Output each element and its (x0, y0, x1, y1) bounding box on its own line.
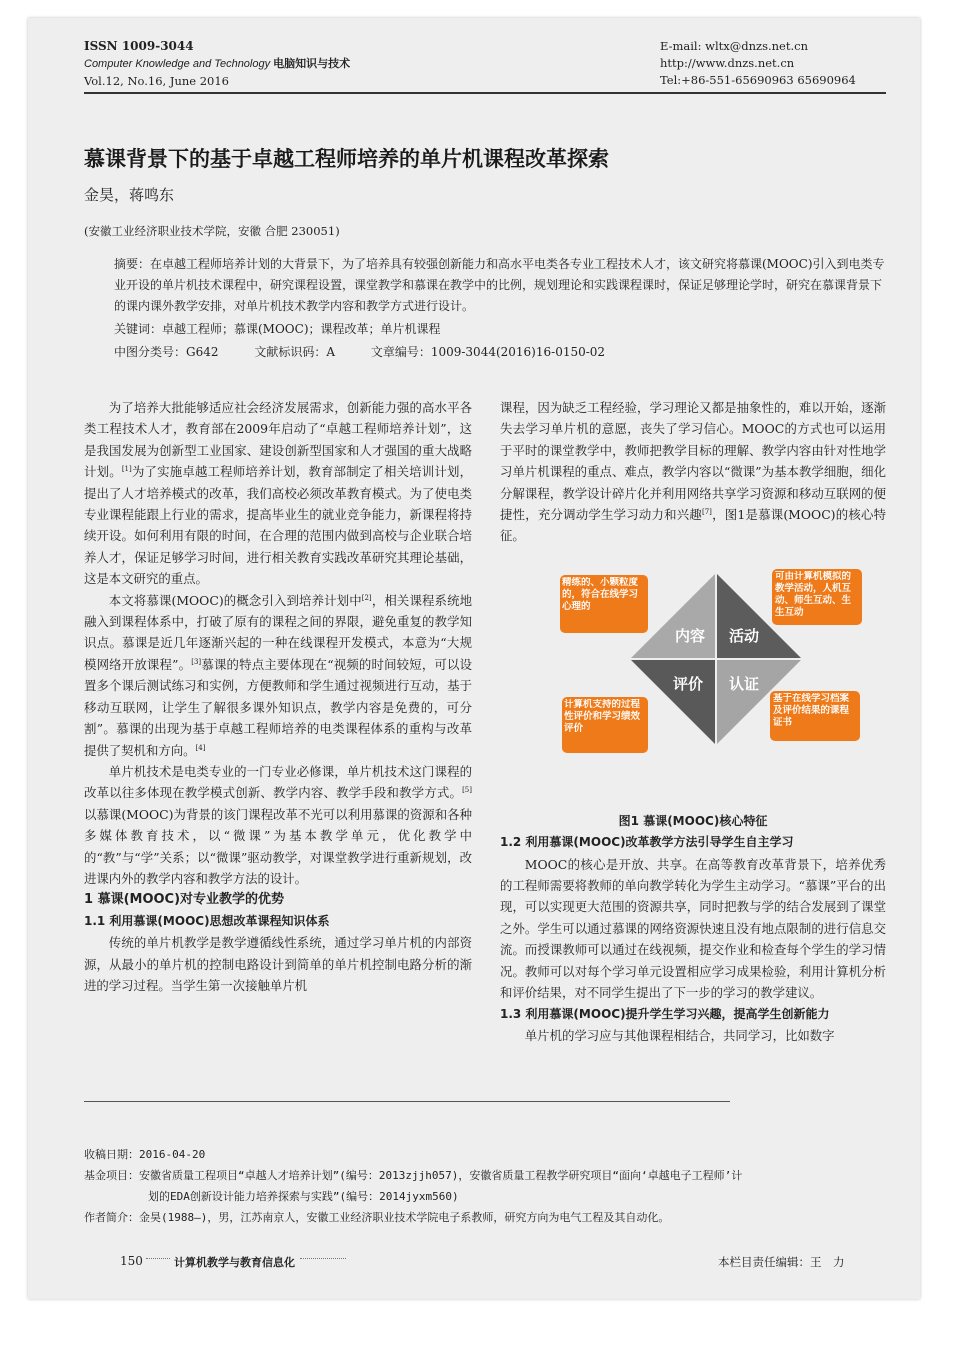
section-heading: 1 慕课(MOOC)对专业教学的优势 (84, 892, 285, 908)
volume-info: Vol.12, No.16, June 2016 (84, 74, 229, 88)
text-run: 课程，因为缺乏工程经验，学习理论又都是抽象性的，难以开始，逐渐失去学习单片机的意愿，丧失了学习信心。MOOC的方式也可以运用于平时的课堂教学中，教师把教学目标的理解、教学内容由针对性地学习单片机课程的重点、难点，教学内容以“微课”为基本教学细胞，细化分解课程，教学设计碎片化并利用网络共享学习资源和移动互联网的便捷性，充分调动学生学习动力和兴趣 (500, 400, 886, 523)
author-bio: 作者简介：金昊(1988—)，男，江苏南京人，安徽工业经济职业技术学院电子系教师，研究方向为电气工程及其自动化。 (84, 1211, 670, 1224)
abstract-block (114, 254, 886, 363)
paragraph (84, 761, 472, 889)
box-top-right-text: 可由计算机模拟的教学活动，人机互动、师生互动、生生互动 (775, 570, 852, 618)
document-code: 文献标识码：A (254, 345, 335, 359)
article-title: 慕课背景下的基于卓越工程师培养的单片机课程改革探索 (84, 147, 609, 171)
text-run: 单片机技术是电类专业的一门专业必修课，单片机技术这门课程的改革以往多体现在教学模式创新、教学内容、教学手段和教学方式。 (84, 763, 472, 801)
issn: ISSN 1009-3044 (84, 39, 194, 53)
label-content: 内容 (674, 626, 706, 645)
page-number: 150 (120, 1254, 143, 1268)
text-run: 以慕课(MOOC)为背景的该门课程改革不光可以利用慕课的资源和各种多媒体教育技术，以“微课”为基本教学单元，优化教学中的“教”与“学”关系；以“微课”驱动教学，对课堂教学进行重新规划，改进课内外的教学内容和教学方法的设计。 (84, 806, 472, 886)
telephone: Tel:+86-551-65690963 65690964 (660, 73, 856, 87)
text-run: 为了培养大批能够适应社会经济发展需求，创新能力强的高水平各类工程技术人才，教育部在2009年启动了“卓越工程师培养计划”，这是我国发展为创新型工业国家、建设创新型国家和人才强国的重大战略计划。 (84, 400, 472, 480)
journal-page (28, 18, 920, 1299)
journal-name-cn: 电脑知识与技术 (273, 57, 351, 70)
figure-caption: 图1 慕课(MOOC)核心特征 (618, 813, 768, 828)
citation: [7] (701, 507, 712, 516)
footnote-rule (84, 1101, 730, 1102)
citation: [4] (195, 743, 206, 752)
text-run: 本文将慕课(MOOC)的概念引入到培养计划中 (108, 592, 362, 608)
paragraph: 传统的单片机教学是教学遵循线性系统，通过学习单片机的内部资源，从最小的单片机的控制电路设计到简单的单片机控制电路分析的渐进的学习过程。当学生第一次接触单片机 (84, 935, 472, 993)
footer-dots-right (300, 1258, 346, 1265)
fund-info: 基金项目：安徽省质量工程项目“卓越人才培养计划”(编号：2013zjjh057)，安徽省质量工程教学研究项目“面向‘卓越电子工程师’计 (84, 1169, 743, 1182)
box-bottom-left-text: 计算机支持的过程性评价和学习绩效评价 (564, 698, 641, 734)
classification-line (114, 342, 886, 363)
body-column-left (84, 397, 472, 996)
text-run: ，相关课程系统地融入到课程体系中，打破了原有的课程之间的界限，避免重复的教学知识点。慕课是近几年逐渐兴起的一种在线课程开发模式，本意为“大规模网络开放课程”。 (84, 592, 472, 672)
footer-dots-left (146, 1258, 170, 1265)
paragraph (84, 590, 472, 761)
label-evaluation: 评价 (672, 674, 704, 693)
text-run: ，图1是慕课(MOOC)的核心特征。 (500, 507, 886, 544)
header-left (84, 38, 504, 90)
paragraph (84, 397, 472, 590)
footer-section-name: 计算机教学与教育信息化 (174, 1256, 295, 1269)
box-top-left-text: 精练的、小颗粒度的，符合在线学习心理的 (562, 576, 639, 612)
paragraph: 单片机的学习应与其他课程相结合，共同学习，比如数字 (524, 1027, 835, 1043)
citation: [2] (361, 593, 372, 602)
subsection-heading: 1.3 利用慕课(MOOC)提升学生学习兴趣，提高学生创新能力 (500, 1006, 830, 1021)
abstract-text: 摘要：在卓越工程师培养计划的大背景下，为了培养具有较强创新能力和高水平电类各专业工程技术人才，该文研究将慕课(MOOC)引入到电类专业开设的单片机技术课程中，研究课程设置，课堂教学和慕课在教学中的比例，规划理论和实践课程课时，保证足够理论学时，研究在慕课背景下的课内课外教学安排，对单片机技术教学内容和教学方式进行设计。 (114, 257, 885, 313)
text-run: 为了实施卓越工程师培养计划，教育部制定了相关培训计划，提出了人才培养模式的改革，我们高校必须改革教育模式。为了使电类专业课程能跟上行业的需求，提高毕业生的就业竞争能力，新课程将持续开设。如何利用有限的时间，在合理的范围内做到高校与企业联合培养人才，保证足够学习时间，进行相关教育实践改革研究其理论基础，这是本文研究的重点。 (84, 464, 473, 587)
authors: 金昊，蒋鸣东 (84, 186, 175, 204)
figure-mooc-core-features (500, 561, 886, 811)
footnotes (84, 1144, 894, 1228)
citation: [3] (191, 657, 202, 666)
subsection-heading: 1.2 利用慕课(MOOC)改革教学方法引导学生自主学习 (500, 835, 794, 850)
mooc-diagram (500, 561, 886, 811)
label-activity: 活动 (728, 626, 760, 645)
subsection-heading: 1.1 利用慕课(MOOC)思想改革课程知识体系 (84, 913, 330, 928)
website: http://www.dnzs.net.cn (660, 56, 795, 70)
paragraph: MOOC的核心是开放、共享。在高等教育改革背景下，培养优秀的工程师需要将教师的单向教学转化为学生主动学习。“慕课”平台的出现，可以实现更大范围的资源共享，同时把教与学的结合发展到了课堂之外。学生可以通过慕课的网络资源快速且没有地点限制的进行信息交流。而授课教师可以通过在线视频，提交作业和检查每个学生的学习情况。教师可以对每个学习单元设置相应学习成果检验，利用计算机分析和评价结果，对不同学生提出了下一步的学习的教学建议。 (500, 856, 886, 1001)
keywords: 关键词：卓越工程师；慕课(MOOC)；课程改革；单片机课程 (114, 322, 441, 336)
header-right (660, 38, 890, 89)
text-run: 慕课的特点主要体现在“视频的时间较短，可以设置多个课后测试练习和实例，方便教师和学生通过视频进行互动，基于移动互联网，让学生了解很多课外知识点，教学内容是免费的，可分割”。慕课的出现为基于卓越工程师培养的电类课程体系的重构与改革提供了契机和方向。 (84, 656, 472, 758)
paragraph (500, 397, 886, 547)
fund-info-cont: 划的EDA创新设计能力培养探索与实践”(编号：2014jyxm560) (148, 1190, 459, 1203)
header-rule (84, 92, 886, 94)
affiliation: (安徽工业经济职业技术学院，安徽 合肥 230051) (84, 224, 340, 238)
journal-name (84, 55, 504, 73)
citation: [1] (121, 465, 132, 474)
citation: [5] (462, 786, 472, 795)
clc-number: 中图分类号：G642 (114, 345, 219, 359)
box-bottom-right-text: 基于在线学习档案及评价结果的课程证书 (773, 692, 850, 728)
body-column-right (500, 397, 886, 1046)
received-date: 收稿日期：2016-04-20 (84, 1148, 206, 1161)
journal-name-en: Computer Knowledge and Technology (84, 58, 271, 70)
article-number: 文章编号：1009-3044(2016)16-0150-02 (370, 345, 606, 359)
email: E-mail: wltx@dnzs.net.cn (660, 39, 808, 53)
label-certification: 认证 (728, 674, 760, 693)
section-editor: 本栏目责任编辑：王 力 (718, 1255, 845, 1269)
